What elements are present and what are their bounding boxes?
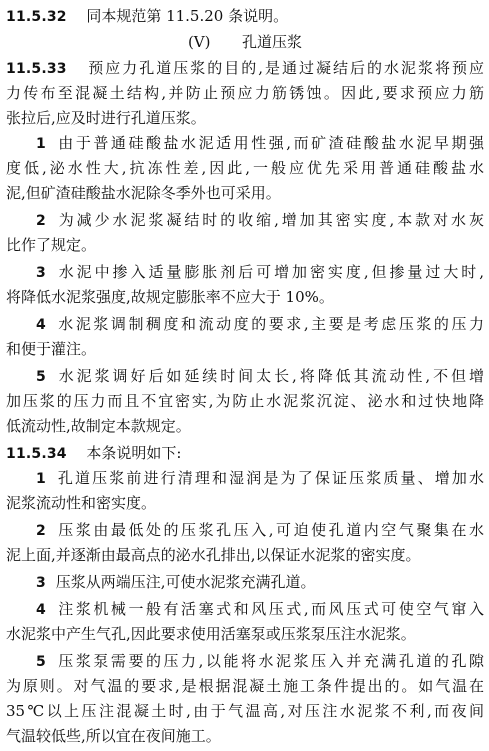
list-item [6, 364, 484, 388]
list-item [6, 649, 484, 673]
section-title [6, 30, 484, 54]
clause-11-5-33 [6, 56, 484, 80]
clause-11-5-32 [6, 4, 484, 28]
item-number: 2 [36, 213, 46, 229]
item-text-line: 35℃以上压注混凝土时,由于气温高,对压注水泥浆不利,而夜间 [6, 702, 484, 720]
item-text-line: 气温较低些,所以宜在夜间施工。 [6, 727, 221, 745]
list-item [6, 131, 484, 155]
list-item [6, 466, 484, 490]
item-text-line: 为减少水泥浆凝结时的收缩,增加其密实度,本款对水灰 [55, 211, 484, 229]
item-text-line: 泥上面,并逐渐由最高点的泌水孔排出,以保证水泥浆的密实度。 [6, 546, 421, 564]
list-item [6, 570, 484, 594]
clause-number: 11.5.32 [6, 9, 67, 25]
item-number: 3 [36, 575, 46, 591]
item-text-line: 注浆机械一般有活塞式和风压式,而风压式可使空气窜入 [55, 600, 484, 618]
list-item [6, 597, 484, 621]
list-item [6, 312, 484, 336]
clause-text-line: 同本规范第 11.5.20 条说明。 [86, 7, 289, 25]
item-number: 5 [36, 654, 46, 670]
item-text-line: 水泥中掺入适量膨胀剂后可增加密实度,但掺量过大时, [55, 263, 484, 281]
clause-number: 11.5.33 [6, 61, 67, 77]
item-text-line: 比作了规定。 [6, 236, 97, 254]
item-number: 3 [36, 265, 46, 281]
item-text-line: 压浆泵需要的压力,以能将水泥浆压入并充满孔道的孔隙 [55, 652, 484, 670]
clause-text-line: 本条说明如下: [86, 444, 182, 462]
list-item [6, 260, 484, 284]
clause-text-line: 力传布至混凝土结构,并防止预应力筋锈蚀。因此,要求预应力筋 [6, 84, 484, 102]
list-item [6, 518, 484, 542]
item-number: 2 [36, 523, 46, 539]
item-text-line: 加压浆的压力而且不宜密实,为防止水泥浆沉淀、泌水和过快地降 [6, 392, 484, 410]
item-text-line: 压浆从两端压注,可使水泥浆充满孔道。 [55, 573, 316, 591]
item-text-line: 泥浆流动性和密实度。 [6, 494, 157, 512]
list-item [6, 208, 484, 232]
clause-text-line: 预应力孔道压浆的目的,是通过凝结后的水泥浆将预应 [88, 59, 484, 77]
item-text-line: 和便于灌注。 [6, 340, 97, 358]
item-number: 5 [36, 369, 46, 385]
item-text-line: 低流动性,故制定本款规定。 [6, 417, 191, 435]
item-text-line: 由于普通硅酸盐水泥适用性强,而矿渣硅酸盐水泥早期强 [55, 134, 484, 152]
item-number: 1 [36, 471, 46, 487]
item-text-line: 水泥浆调好后如延续时间太长,将降低其流动性,不但增 [55, 367, 484, 385]
item-text-line: 泥,但矿渣硅酸盐水泥除冬季外也可采用。 [6, 184, 281, 202]
item-number: 1 [36, 136, 46, 152]
clause-number: 11.5.34 [6, 446, 67, 462]
item-text-line: 孔道压浆前进行清理和湿润是为了保证压浆质量、增加水 [55, 469, 484, 487]
item-text-line: 压浆由最低处的压浆孔压入,可迫使孔道内空气聚集在水 [55, 521, 484, 539]
item-text-line: 将降低水泥浆强度,故规定膨胀率不应大于 10%。 [6, 288, 334, 306]
section-label: (Ⅴ) [187, 33, 211, 51]
item-text-line: 水泥浆调制稠度和流动度的要求,主要是考虑压浆的压力 [55, 315, 484, 333]
clause-text-line: 张拉后,应及时进行孔道压浆。 [6, 109, 206, 127]
clause-11-5-34 [6, 441, 484, 465]
item-number: 4 [36, 602, 46, 618]
section-heading: 孔道压浆 [242, 33, 303, 51]
item-number: 4 [36, 317, 46, 333]
item-text-line: 为原则。对气温的要求,是根据混凝土施工条件提出的。如气温在 [6, 677, 484, 695]
item-text-line: 水泥浆中产生气孔,因此要求使用活塞泵或压浆泵压注水泥浆。 [6, 625, 416, 643]
item-text-line: 度低,泌水性大,抗冻性差,因此,一般应优先采用普通硅酸盐水 [6, 159, 484, 177]
